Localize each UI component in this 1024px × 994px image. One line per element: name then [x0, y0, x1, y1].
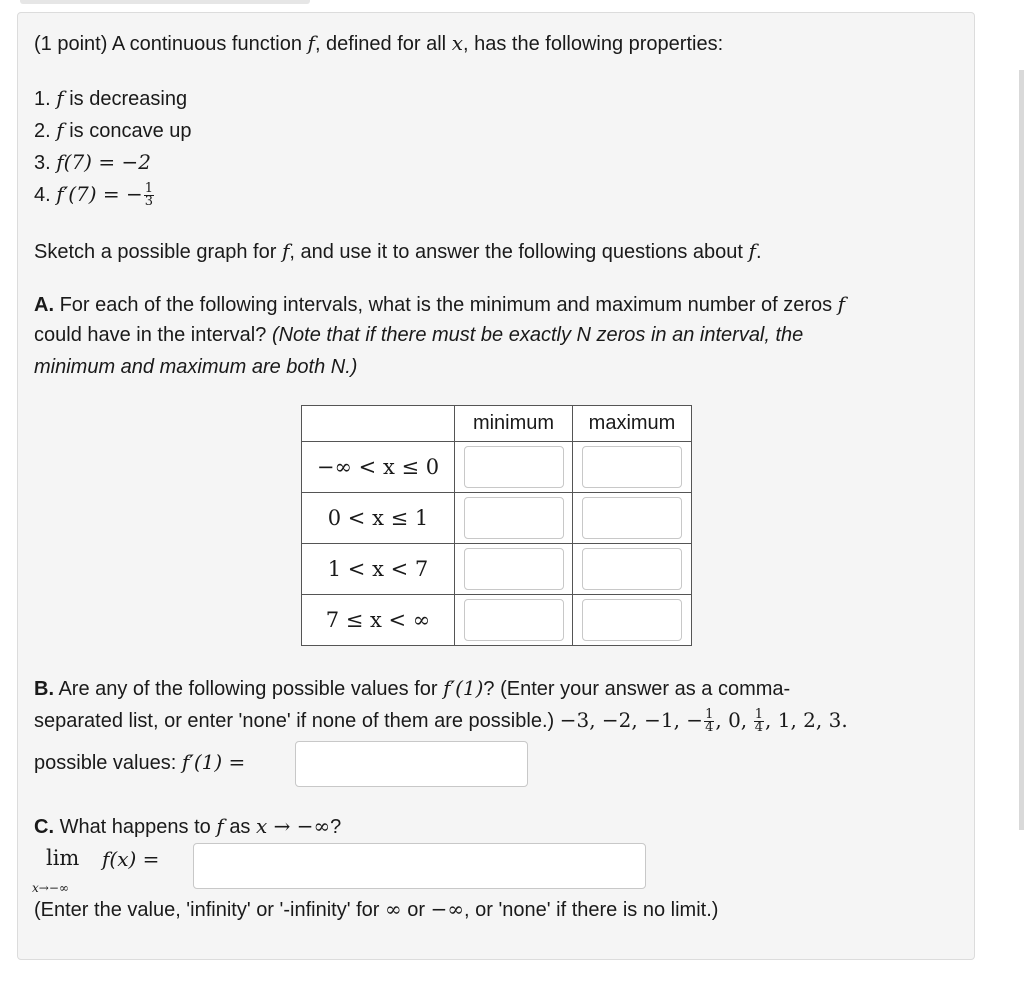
table-header-row — [302, 406, 692, 442]
interval-label: 1 < x < 7 — [302, 544, 455, 595]
limit-expression: lim — [46, 846, 80, 870]
points-label: (1 point) — [34, 33, 108, 55]
property-1: 1. f is decreasing — [34, 86, 188, 110]
part-b-line1: B. Are any of the following possible values for f′(1)? (Enter your answer as a comma- — [34, 676, 791, 700]
row3-maximum-input[interactable] — [582, 548, 682, 590]
properties-list — [34, 83, 192, 211]
property-4: 4. f′(7) = − $\frac{1}{3}$ — [34, 181, 154, 210]
limit-input[interactable] — [193, 843, 646, 889]
part-c-line1: C. What happens to f as x → −∞? — [34, 814, 342, 838]
limit-function: f(x) = — [102, 847, 160, 871]
part-a-label: A. — [34, 294, 54, 316]
fraction: $\frac{1}{3}$ — [144, 181, 154, 210]
fraction: $\frac{1}{4}$ — [754, 707, 763, 736]
part-a-line2: could have in the interval? (Note that if there must be exactly N zeros in an interval, the — [34, 324, 804, 346]
part-a-line3: minimum and maximum are both N.) — [34, 356, 358, 378]
table-row — [302, 442, 692, 493]
property-2: 2. f is concave up — [34, 118, 192, 142]
problem-panel — [17, 12, 975, 960]
interval-label: 7 ≤ x < ∞ — [302, 595, 455, 646]
part-c-label: C. — [34, 816, 54, 838]
possible-values-label: possible values: f′(1) = — [34, 750, 246, 774]
limit-subscript: x→−∞ — [32, 881, 69, 895]
zeros-table — [301, 405, 692, 646]
row2-maximum-input[interactable] — [582, 497, 682, 539]
row3-minimum-input[interactable] — [464, 548, 564, 590]
row1-minimum-input[interactable] — [464, 446, 564, 488]
property-3: 3. f(7) = −2 — [34, 150, 151, 174]
possible-values-input[interactable] — [295, 741, 528, 787]
fraction: $\frac{1}{4}$ — [705, 707, 714, 736]
interval-label: −∞ < x ≤ 0 — [302, 442, 455, 493]
part-b-line2: separated list, or enter 'none' if none of them are possible.) −3, −2, −1, − $\frac{1}{4}$ , 0, $\frac{1}{4}$ , 1, 2, 3. — [34, 707, 848, 736]
header-maximum: maximum — [573, 406, 692, 442]
part-a-line1: A. For each of the following intervals, what is the minimum and maximum number of zeros f — [34, 292, 846, 316]
part-b-label: B. — [34, 678, 54, 700]
interval-label: 0 < x ≤ 1 — [302, 493, 455, 544]
top-tab-strip — [20, 0, 310, 4]
row4-maximum-input[interactable] — [582, 599, 682, 641]
scrollbar[interactable] — [1019, 70, 1024, 830]
table-row — [302, 493, 692, 544]
row4-minimum-input[interactable] — [464, 599, 564, 641]
row1-maximum-input[interactable] — [582, 446, 682, 488]
table-row — [302, 595, 692, 646]
row2-minimum-input[interactable] — [464, 497, 564, 539]
table-row — [302, 544, 692, 595]
part-c-hint: (Enter the value, 'infinity' or '-infinity' for ∞ or −∞, or 'none' if there is no limit.) — [34, 897, 719, 921]
sketch-instruction: Sketch a possible graph for f, and use it to answer the following questions about f. — [34, 239, 762, 263]
intro-line: (1 point) A continuous function f, defined for all x, has the following properties: — [34, 31, 724, 55]
header-minimum: minimum — [455, 406, 573, 442]
